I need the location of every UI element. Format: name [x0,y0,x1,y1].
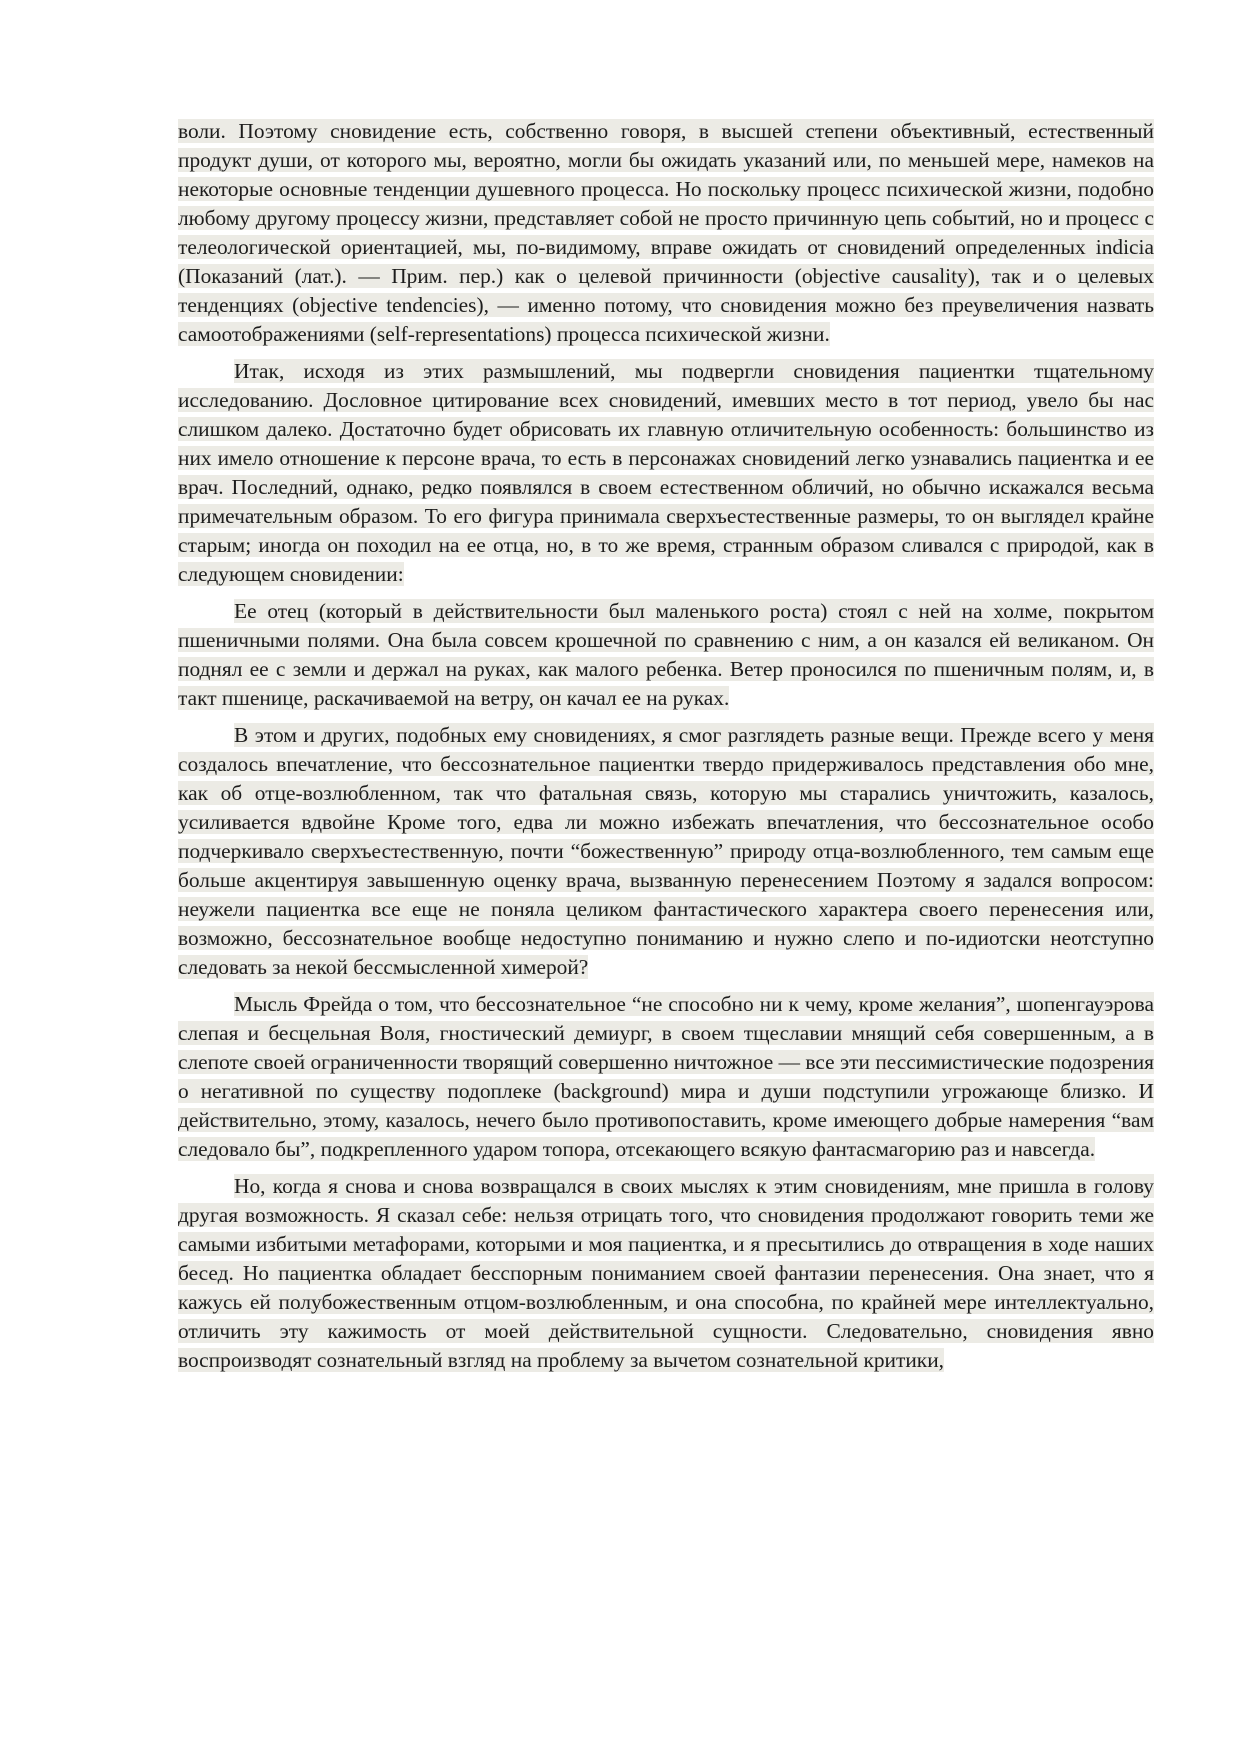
paragraph-3-dream-quote [178,597,1154,713]
paragraph-text: воли. Поэтому сновидение есть, собственно говоря, в высшей степени объективный, естественный продукт души, от которого мы, вероятно, могли бы ожидать указаний или, по меньшей мере, намеков на некоторые основные тенденции душевного процесса. Но поскольку процесс психической жизни, подобно любому другому процессу жизни, представляет собой не просто причинную цепь событий, но и процесс с телеологической ориентацией, мы, по-видимому, вправе ожидать от сновидений определенных indicia (Показаний (лат.). — Прим. пер.) как о целевой причинности (objective causality), так и о целевых тенденциях (objective tendencies), — именно потому, что сновидения можно без преувеличения назвать самоотображениями (self-representations) процесса психической жизни. [178,119,1154,346]
paragraph-1 [178,117,1154,349]
paragraph-text: Итак, исходя из этих размышлений, мы подвергли сновидения пациентки тщательному исследованию. Дословное цитирование всех сновидений, имевших место в тот период, увело бы нас слишком далеко. Достаточно будет обрисовать их главную отличительную особенность: большинство из них имело отношение к персоне врача, то есть в персонажах сновидений легко узнавались пациентка и ее врач. Последний, однако, редко появлялся в своем естественном обличий, но обычно искажался весьма примечательным образом. То его фигура принимала сверхъестественные размеры, то он выглядел крайне старым; иногда он походил на ее отца, но, в то же время, странным образом сливался с природой, как в следующем сновидении: [178,359,1154,586]
paragraph-6 [178,1172,1154,1375]
paragraph-text: Ее отец (который в действительности был маленького роста) стоял с ней на холме, покрытом пшеничными полями. Она была совсем крошечной по сравнению с ним, а он казался ей великаном. Он поднял ее с земли и держал на руках, как малого ребенка. Ветер проносился по пшеничным полям, и, в такт пшенице, раскачиваемой на ветру, он качал ее на руках. [178,599,1154,710]
paragraph-4 [178,721,1154,982]
document-page [178,117,1154,1383]
paragraph-text: В этом и других, подобных ему сновидениях, я смог разглядеть разные вещи. Прежде всего у меня создалось впечатление, что бессознательное пациентки твердо придерживалось представления обо мне, как об отце-возлюбленном, так что фатальная связь, которую мы старались уничтожить, казалось, усиливается вдвойне Кроме того, едва ли можно избежать впечатления, что бессознательное особо подчеркивало сверхъестественную, почти “божественную” природу отца-возлюбленного, тем самым еще больше акцентируя завышенную оценку врача, вызванную перенесением Поэтому я задался вопросом: неужели пациентка все еще не поняла целиком фантастического характера своего перенесения или, возможно, бессознательное вообще недоступно пониманию и нужно слепо и по-идиотски неотступно следовать за некой бессмысленной химерой? [178,723,1154,979]
paragraph-5 [178,990,1154,1164]
paragraph-text: Мысль Фрейда о том, что бессознательное “не способно ни к чему, кроме желания”, шопенгауэрова слепая и бесцельная Воля, гностический демиург, в своем тщеславии мнящий себя совершенным, а в слепоте своей ограниченности творящий совершенно ничтожное — все эти пессимистические подозрения о негативной по существу подоплеке (background) мира и души подступили угрожающе близко. И действительно, этому, казалось, нечего было противопоставить, кроме имеющего добрые намерения “вам следовало бы”, подкрепленного ударом топора, отсекающего всякую фантасмагорию раз и навсегда. [178,992,1154,1161]
paragraph-2 [178,357,1154,589]
paragraph-text: Но, когда я снова и снова возвращался в своих мыслях к этим сновидениям, мне пришла в голову другая возможность. Я сказал себе: нельзя отрицать того, что сновидения продолжают говорить теми же самыми избитыми метафорами, которыми и моя пациентка, и я пресытились до отвращения в ходе наших бесед. Но пациентка обладает бесспорным пониманием своей фантазии перенесения. Она знает, что я кажусь ей полубожественным отцом-возлюбленным, и она способна, по крайней мере интеллектуально, отличить эту кажимость от моей действительной сущности. Следовательно, сновидения явно воспроизводят сознательный взгляд на проблему за вычетом сознательной критики, [178,1174,1154,1372]
